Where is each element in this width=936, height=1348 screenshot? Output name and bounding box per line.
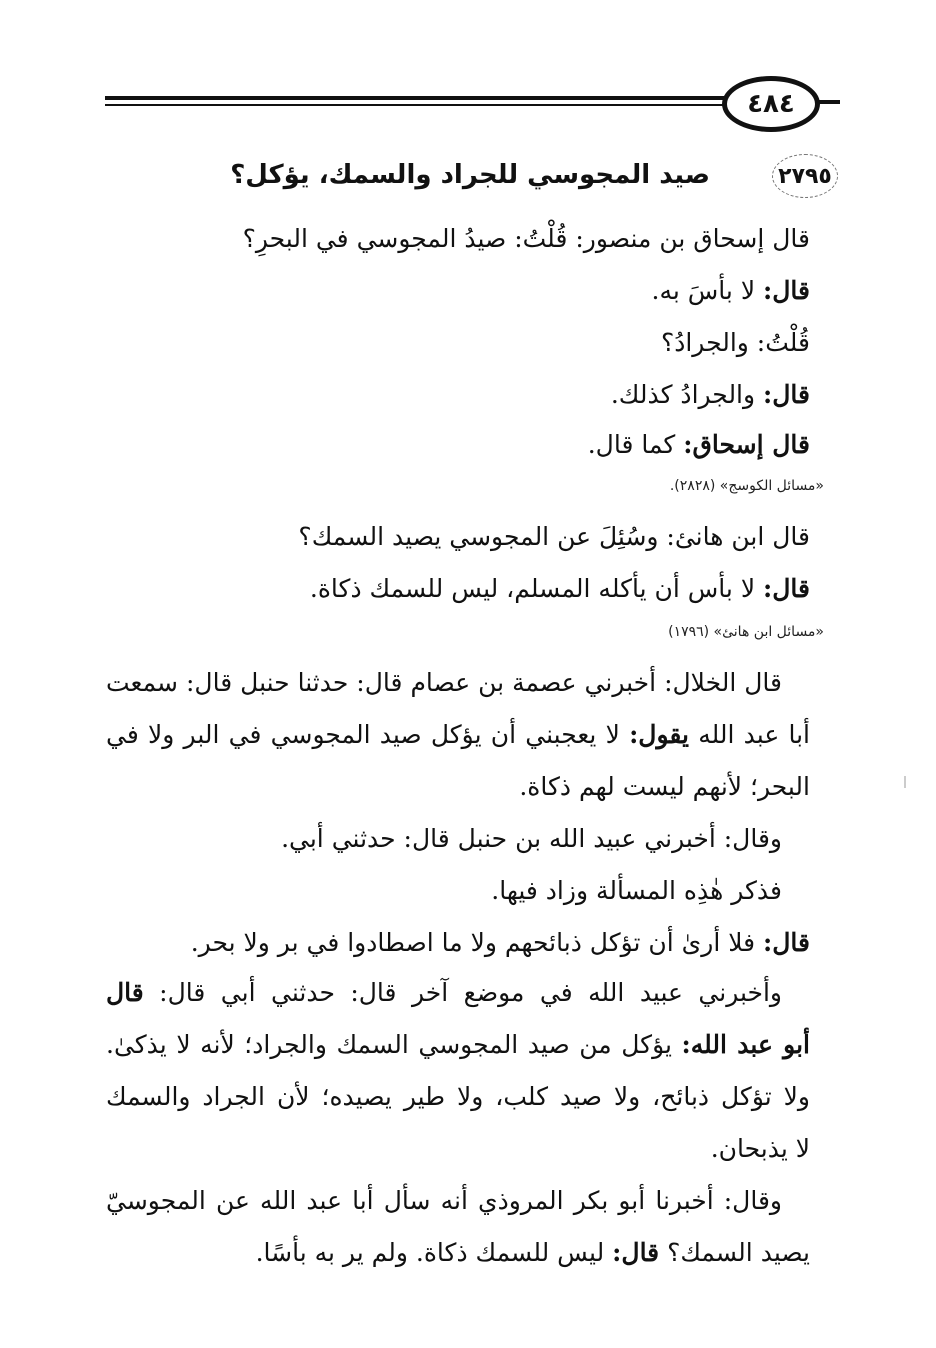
speaker-label: أبو عبد الله: bbox=[681, 1030, 810, 1059]
speaker-label: قال إسحاق: bbox=[683, 430, 810, 459]
text-line: يصيد السمك؟ قال: ليس للسمك ذكاة. ولم ير به بأسًا. bbox=[255, 1238, 810, 1267]
source-citation: «مسائل ابن هانئ» (١٧٩٦) bbox=[668, 624, 824, 640]
text-line: قال ابن هانئ: وسُئِلَ عن المجوسي يصيد السمك؟ bbox=[298, 522, 810, 551]
speaker-label: قال: bbox=[763, 574, 810, 603]
text-line: قال: لا بأس أن يأكله المسلم، ليس للسمك ذكاة. bbox=[309, 574, 810, 603]
text-line: أبو عبد الله: يؤكل من صيد المجوسي السمك والجراد؛ لأنه لا يذكىٰ. bbox=[106, 1030, 810, 1059]
speaker-label: قال bbox=[106, 978, 144, 1007]
text-line: وأخبرني عبيد الله في موضع آخر قال: حدثني أبي قال: قال bbox=[106, 978, 782, 1007]
text-line: قال إسحاق: كما قال. bbox=[587, 430, 810, 459]
text-line: لا يذبحان. bbox=[710, 1134, 810, 1163]
text-line: فذكر هٰذِه المسألة وزاد فيها. bbox=[491, 876, 782, 905]
text-line: قال: فلا أرىٰ أن تؤكل ذبائحهم ولا ما اصطادوا في بر ولا بحر. bbox=[190, 928, 810, 957]
text-line: قال: لا بأسَ به. bbox=[651, 276, 810, 305]
text-line: البحر؛ لأنهم ليست لهم ذكاة. bbox=[519, 772, 810, 801]
text-line: وقال: أخبرنا أبو بكر المروذي أنه سأل أبا عبد الله عن المجوسيّ bbox=[106, 1186, 782, 1215]
text-line: قال: والجرادُ كذلك. bbox=[610, 380, 810, 409]
section-number-ornament bbox=[766, 152, 844, 200]
speaker-label: يقول: bbox=[629, 720, 689, 749]
text-line: ولا تؤكل ذبائح، ولا صيد كلب، ولا طير يصيده؛ لأن الجراد والسمك bbox=[106, 1082, 810, 1111]
section-number: ٢٧٩٥ bbox=[778, 163, 832, 189]
source-citation: «مسائل الكوسج» (٢٨٢٨). bbox=[669, 478, 824, 494]
text-line: وقال: أخبرني عبيد الله بن حنبل قال: حدثني أبي. bbox=[281, 824, 782, 853]
page-number: ٤٨٤ bbox=[722, 76, 820, 132]
text-line: قُلْتُ: والجرادُ؟ bbox=[660, 328, 810, 357]
scan-mark bbox=[904, 776, 906, 788]
header-rule-tail bbox=[818, 100, 840, 104]
text-line: قال الخلال: أخبرني عصمة بن عصام قال: حدثنا حنبل قال: سمعت bbox=[106, 668, 782, 697]
text-line: أبا عبد الله يقول: لا يعجبني أن يؤكل صيد المجوسي في البر ولا في bbox=[106, 720, 810, 749]
speaker-label: قال: bbox=[763, 276, 810, 305]
speaker-label: قال: bbox=[612, 1238, 660, 1267]
text-line: قال إسحاق بن منصور: قُلْتُ: صيدُ المجوسي في البحرِ؟ bbox=[242, 224, 810, 253]
speaker-label: قال: bbox=[763, 928, 810, 957]
header-rule bbox=[105, 96, 725, 110]
speaker-label: قال: bbox=[763, 380, 810, 409]
section-title: صيد المجوسي للجراد والسمك، يؤكل؟ bbox=[230, 160, 710, 190]
